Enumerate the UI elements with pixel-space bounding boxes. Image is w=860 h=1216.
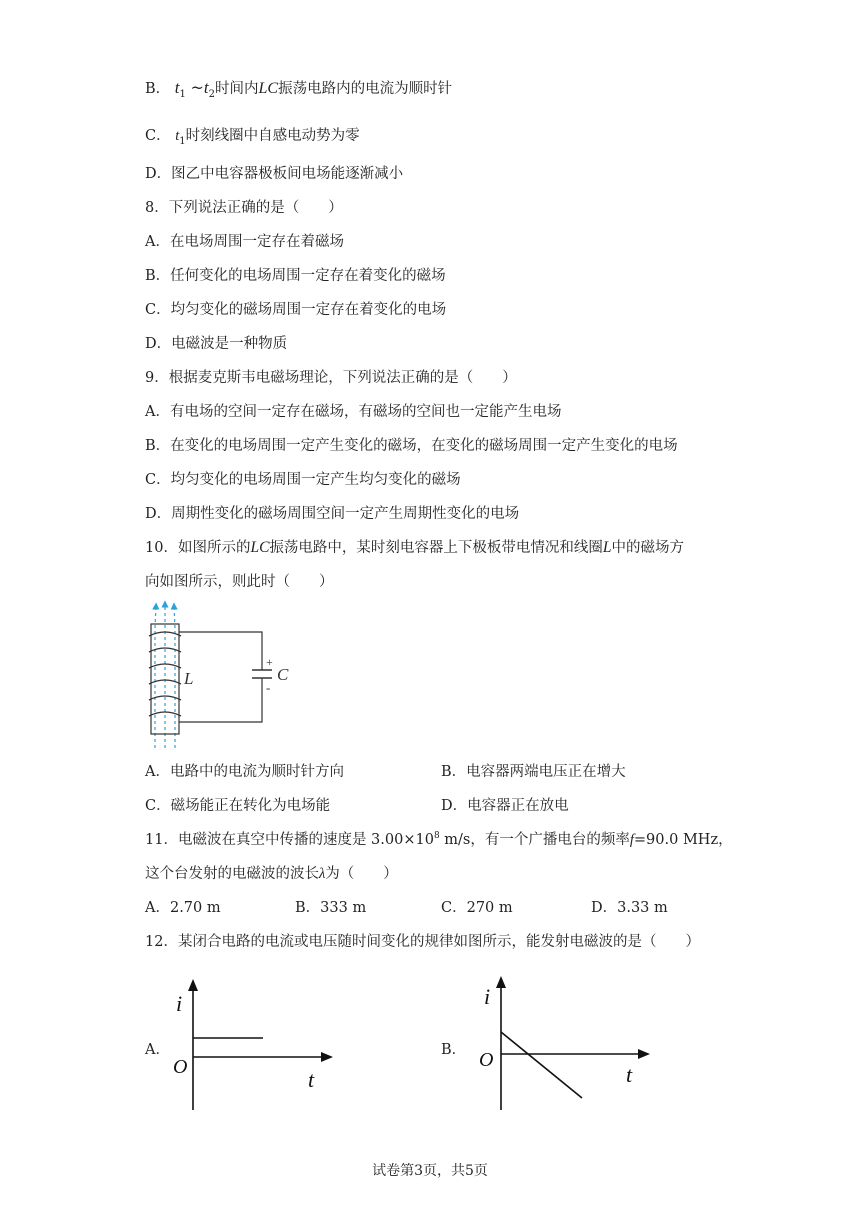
q8-option-b[interactable]: B．任何变化的电场周围一定存在着变化的磁场 <box>145 268 446 284</box>
q7-option-c[interactable]: C． $t_1$时刻线圈中自感电动势为零 <box>145 128 360 147</box>
q12-graph-a[interactable] <box>168 975 338 1115</box>
q7-option-b[interactable]: B． $t_1$ $\sim t_2$时间内LC振荡电路内的电流为顺时针 <box>145 78 453 100</box>
capacitor-label: C <box>277 665 289 684</box>
q11-option-d[interactable]: D．3.33 m <box>591 900 668 916</box>
q9-stem: 9．根据麦克斯韦电磁场理论，下列说法正确的是（ ） <box>145 370 517 386</box>
graph-a-axis-t: t <box>308 1067 315 1092</box>
q10-stem: 10．如图所示的LC振荡电路中，某时刻电容器上下极板带电情况和线圈L中的磁场方 <box>145 539 685 556</box>
q8-option-c[interactable]: C．均匀变化的磁场周围一定存在着变化的电场 <box>145 302 447 318</box>
q9-option-d[interactable]: D．周期性变化的磁场周围空间一定产生周期性变化的电场 <box>145 506 520 522</box>
graph-a-origin: O <box>173 1056 188 1078</box>
q11-stem-line2: 这个台发射的电磁波的波长λ为（ ） <box>145 866 398 882</box>
q11-stem: 11．电磁波在真空中传播的速度是 $3.00\times 10^8$ m/s，有一个广播电台的频率f=90.0 MHz， <box>145 831 733 848</box>
graph-b-origin: O <box>479 1049 494 1071</box>
q9-option-a[interactable]: A．有电场的空间一定存在磁场，有磁场的空间也一定能产生电场 <box>145 404 562 420</box>
q10-option-a[interactable]: A．电路中的电流为顺时针方向 <box>145 764 344 780</box>
q11-option-a[interactable]: A．2.70 m <box>145 900 221 916</box>
q12-graph-b[interactable] <box>476 972 656 1112</box>
q11-option-c[interactable]: C．270 m <box>441 900 513 916</box>
capacitor-plus-sign: + <box>266 655 273 669</box>
graph-b-axis-t: t <box>626 1062 633 1087</box>
lc-circuit-figure <box>140 598 300 750</box>
capacitor-minus-sign: - <box>266 680 271 695</box>
q12-option-b-label[interactable]: B． <box>441 1042 467 1058</box>
graph-b-current-line <box>501 1032 582 1098</box>
q9-option-b[interactable]: B．在变化的电场周围一定产生变化的磁场，在变化的磁场周围一定产生变化的电场 <box>145 438 678 454</box>
q9-option-c[interactable]: C．均匀变化的电场周围一定产生均匀变化的磁场 <box>145 472 461 488</box>
inductor-label: L <box>184 669 194 688</box>
q8-stem: 8．下列说法正确的是（ ） <box>145 200 343 216</box>
q8-option-d[interactable]: D．电磁波是一种物质 <box>145 336 288 352</box>
q11-option-b[interactable]: B．333 m <box>295 900 367 916</box>
graph-a-axis-i: i <box>176 991 183 1016</box>
magnetic-field-lines <box>155 604 175 748</box>
q10-option-b[interactable]: B．电容器两端电压正在增大 <box>441 764 626 780</box>
page-footer: 试卷第3页，共5页 <box>372 1163 488 1179</box>
q7-option-d[interactable]: D．图乙中电容器极板间电场能逐渐减小 <box>145 166 404 182</box>
graph-b-axis-i: i <box>484 984 491 1009</box>
q12-option-a-label[interactable]: A． <box>145 1042 170 1058</box>
q12-stem: 12．某闭合电路的电流或电压随时间变化的规律如图所示，能发射电磁波的是（ ） <box>145 934 700 950</box>
q10-option-c[interactable]: C．磁场能正在转化为电场能 <box>145 798 331 814</box>
q10-option-d[interactable]: D．电容器正在放电 <box>441 798 569 814</box>
q8-option-a[interactable]: A．在电场周围一定存在着磁场 <box>145 234 344 250</box>
q10-stem-line2: 向如图所示，则此时（ ） <box>145 574 334 590</box>
